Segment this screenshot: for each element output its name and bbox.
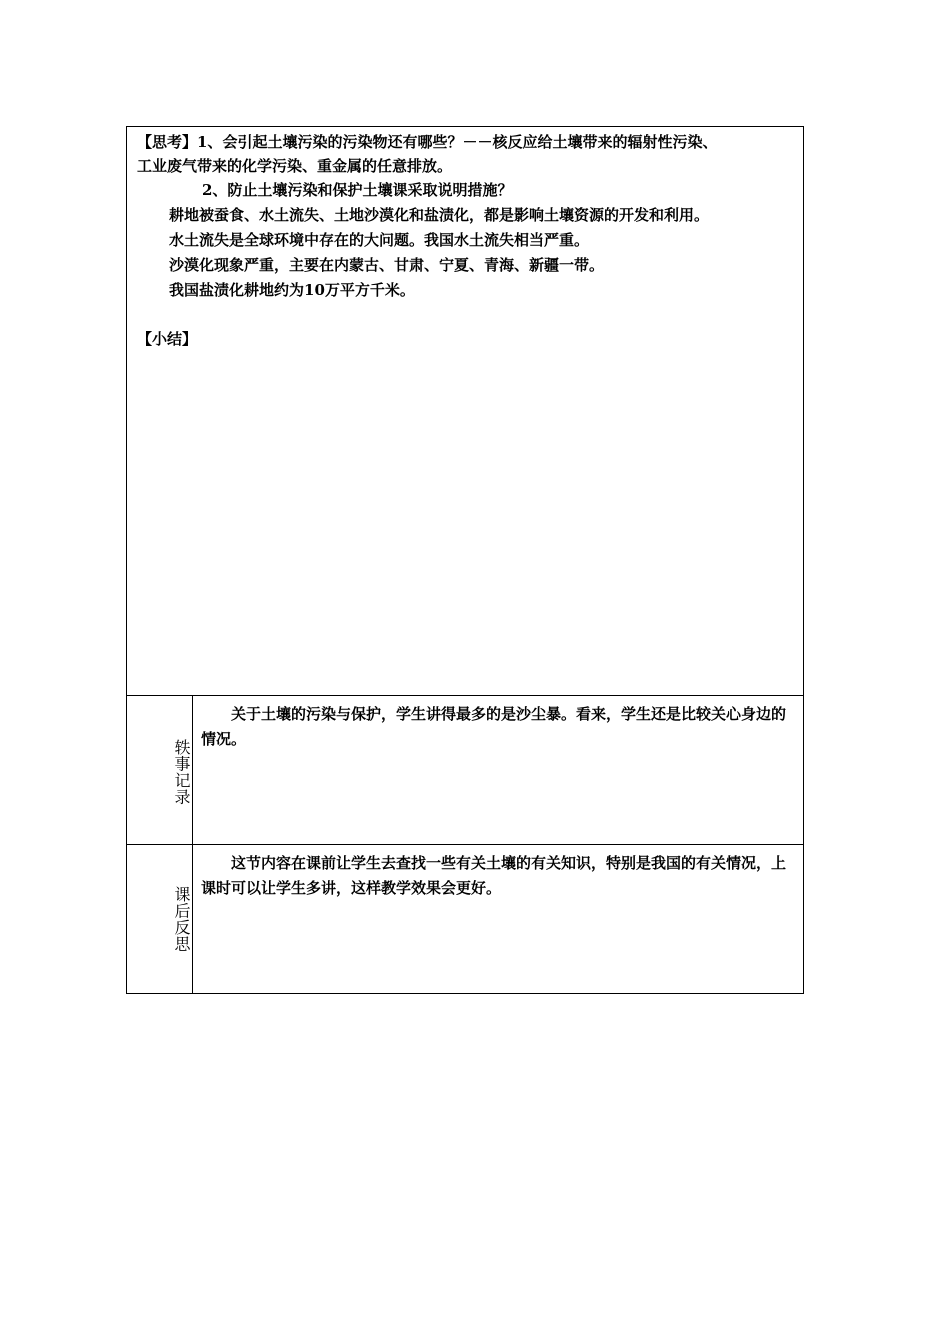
anecdote-label: 轶事记录 bbox=[172, 739, 191, 805]
think-line-1: 【思考】1、会引起土壤污染的污染物还有哪些？－－核反应给土壤带来的辐射性污染、 bbox=[137, 133, 718, 151]
reflection-label: 课后反思 bbox=[172, 886, 191, 952]
anecdote-text: 关于土壤的污染与保护，学生讲得最多的是沙尘暴。看来，学生还是比较关心身边的情况。 bbox=[201, 705, 787, 748]
reflection-text: 这节内容在课前让学生去查找一些有关土壤的有关知识，特别是我国的有关情况，上课时可以让学生多讲，这样教学效果会更好。 bbox=[201, 854, 787, 897]
think-line-2: 工业废气带来的化学污染、重金属的任意排放。 bbox=[137, 157, 453, 175]
reflection-content-cell bbox=[193, 845, 803, 993]
point-3: 沙漠化现象严重，主要在内蒙古、甘肃、宁夏、青海、新疆一带。 bbox=[169, 256, 605, 274]
point-2: 水土流失是全球环境中存在的大问题。我国水土流失相当严重。 bbox=[169, 231, 590, 249]
anecdote-row bbox=[127, 696, 803, 845]
main-content-cell bbox=[127, 127, 803, 696]
reflection-row bbox=[127, 845, 803, 993]
think-question-2: 2、防止土壤污染和保护土壤课采取说明措施？ bbox=[202, 181, 513, 199]
anecdote-label-cell bbox=[127, 696, 193, 844]
point-4: 我国盐渍化耕地约为10万平方千米。 bbox=[169, 281, 415, 299]
lesson-table bbox=[126, 126, 804, 994]
reflection-label-cell bbox=[127, 845, 193, 993]
anecdote-content-cell bbox=[193, 696, 803, 844]
summary-label: 【小结】 bbox=[137, 330, 198, 348]
point-1: 耕地被蚕食、水土流失、土地沙漠化和盐渍化，都是影响土壤资源的开发和利用。 bbox=[169, 206, 710, 224]
